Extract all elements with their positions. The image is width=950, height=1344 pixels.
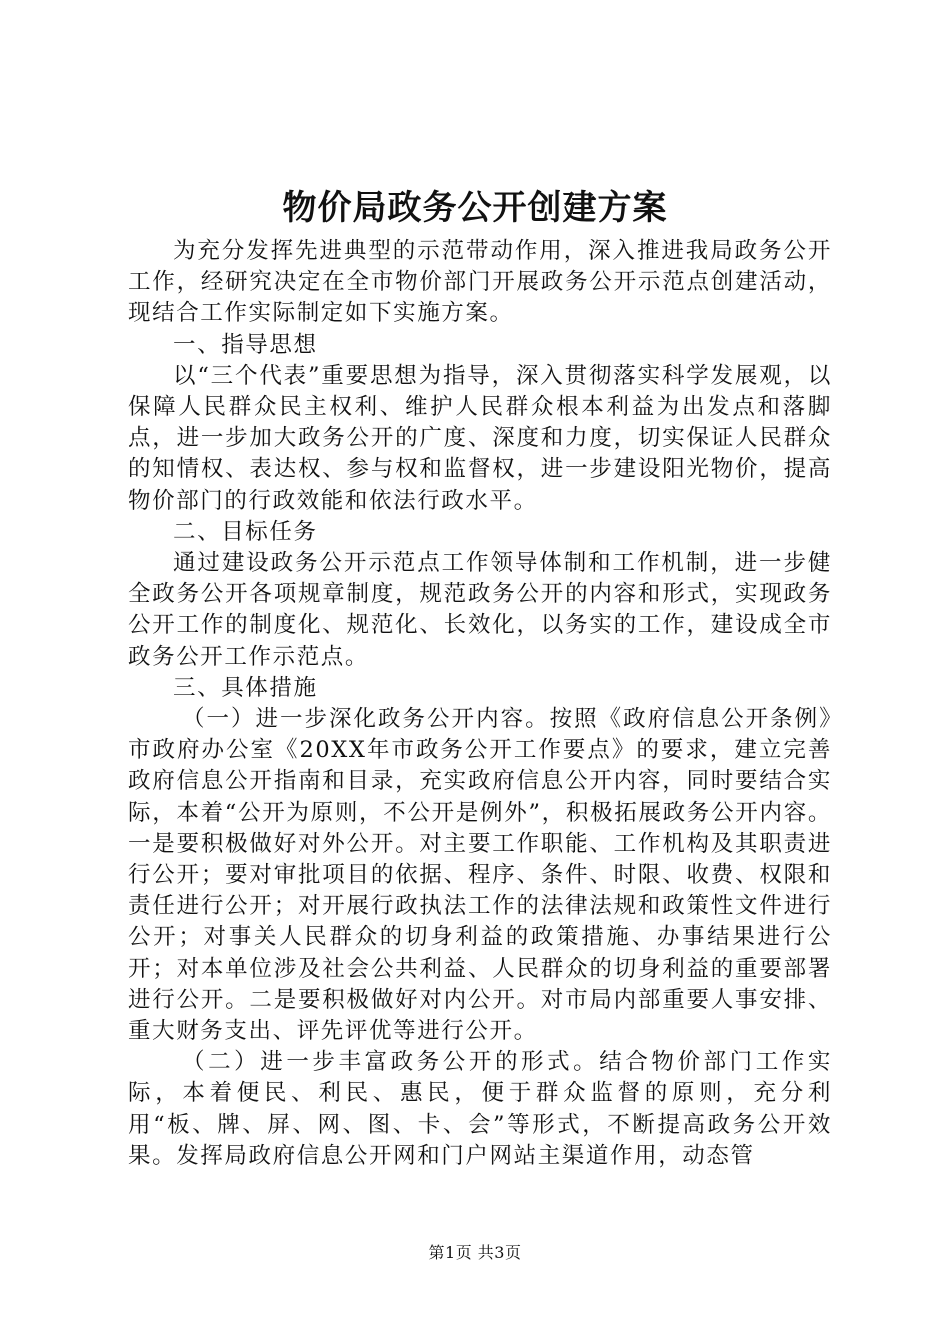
goals-paragraph: 通过建设政务公开示范点工作领导体制和工作机制，进一步健全政务公开各项规章制度，规范政务公开的内容和形式，实现政务公开工作的制度化、规范化、长效化，以务实的工作，建设成全市政务公开工作示范点。 <box>128 550 832 670</box>
document-body <box>128 236 832 1172</box>
document-title: 物价局政务公开创建方案 <box>282 188 668 228</box>
measure-two-paragraph: （二）进一步丰富政务公开的形式。结合物价部门工作实际，本着便民、利民、惠民，便于群众监督的原则，充分利用“板、牌、屏、网、图、卡、会”等形式，不断提高政务公开效果。发挥局政府信息公开网和门户网站主渠道作用，动态管 <box>128 1049 832 1169</box>
section-heading-measures: 三、具体措施 <box>173 674 318 701</box>
section-heading-guiding-ideology: 一、指导思想 <box>173 331 318 358</box>
guiding-ideology-paragraph: 以“三个代表”重要思想为指导，深入贯彻落实科学发展观，以保障人民群众民主权利、维护人民群众根本利益为出发点和落脚点，进一步加大政务公开的广度、深度和力度，切实保证人民群众的知情权、表达权、参与权和监督权，进一步建设阳光物价，提高物价部门的行政效能和依法行政水平。 <box>128 362 832 514</box>
measure-one-paragraph: （一）进一步深化政务公开内容。按照《政府信息公开条例》市政府办公室《20XX年市政务公开工作要点》的要求，建立完善政府信息公开指南和目录，充实政府信息公开内容，同时要结合实际，本着“公开为原则，不公开是例外”，积极拓展政务公开内容。一是要积极做好对外公开。对主要工作职能、工作机构及其职责进行公开；要对审批项目的依据、程序、条件、时限、收费、权限和责任进行公开；对开展行政执法工作的法律法规和政策性文件进行公开；对事关人民群众的切身利益的政策措施、办事结果进行公开；对本单位涉及社会公共利益、人民群众的切身利益的重要部署进行公开。二是要积极做好对内公开。对市局内部重要人事安排、重大财务支出、评先评优等进行公开。 <box>128 706 832 1045</box>
page-footer: 第1页 共3页 <box>428 1243 522 1262</box>
intro-paragraph: 为充分发挥先进典型的示范带动作用，深入推进我局政务公开工作，经研究决定在全市物价部门开展政务公开示范点创建活动，现结合工作实际制定如下实施方案。 <box>128 238 832 327</box>
section-heading-goals: 二、目标任务 <box>173 518 318 545</box>
